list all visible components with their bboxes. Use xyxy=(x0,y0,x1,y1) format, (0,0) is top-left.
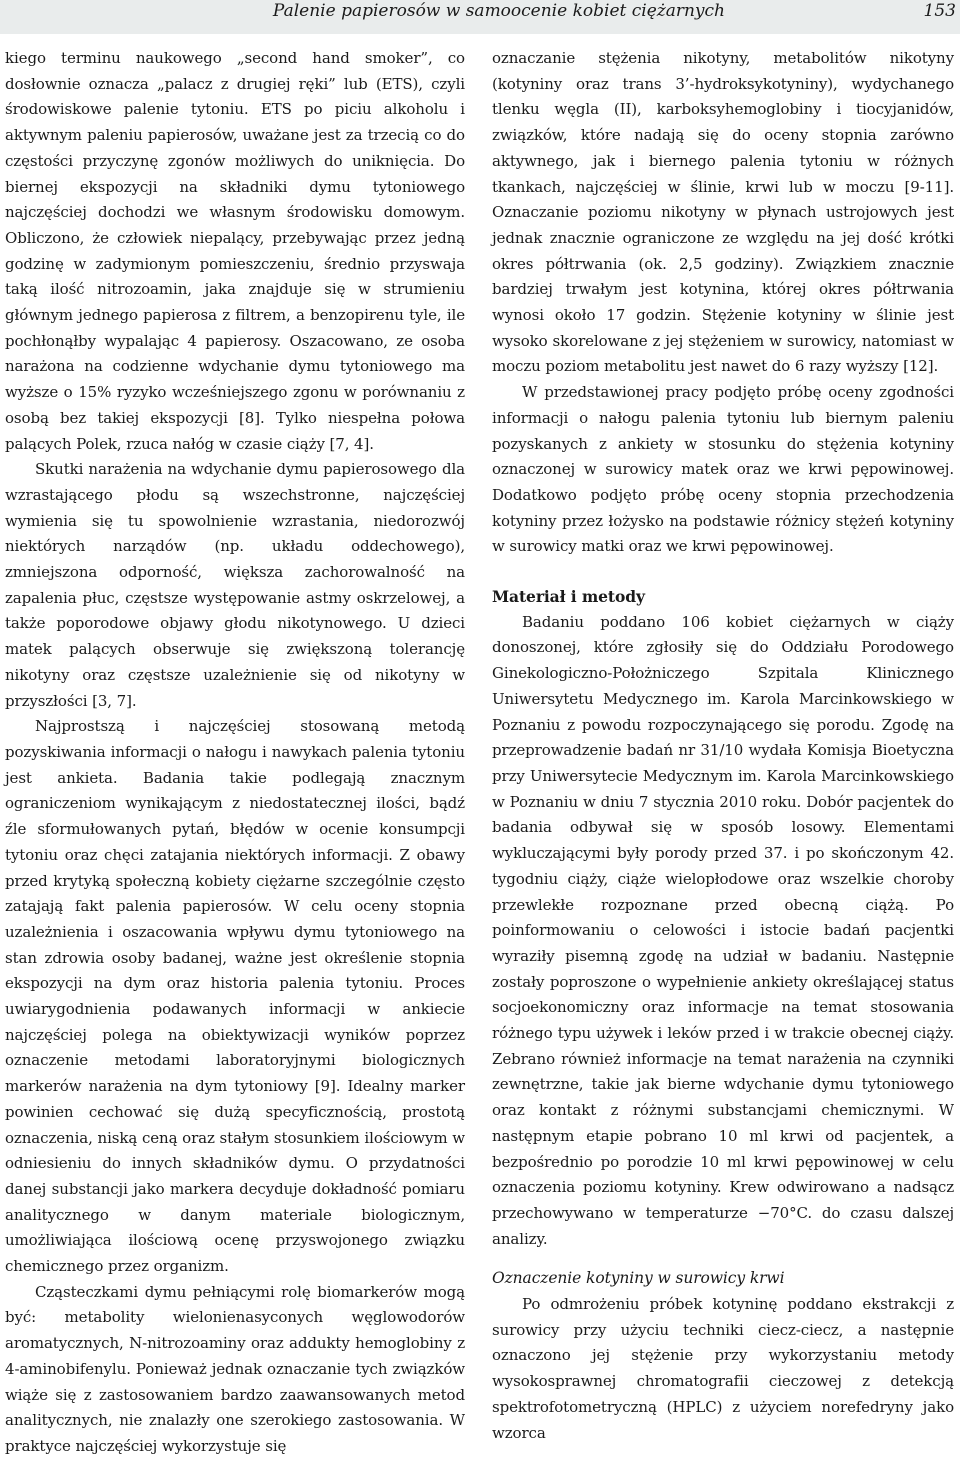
running-title: Palenie papierosów w samoocenie kobiet ciężarnych xyxy=(272,1,725,21)
section-spacer xyxy=(492,560,954,584)
paragraph: Skutki narażenia na wdychanie dymu papierosowego dla wzrastającego płodu są wszechstronne, najczęściej wymienia się tu spowolnienie wzrastania, niedorozwój niektórych narządów (np. układu oddechowego), zmniejszona odporność, większa zachorowalność na zapalenia płuc, częstsze występowanie astmy oskrzelowej, a także poporodowe objawy głodu nikotynowego. U dzieci matek palących obserwuje się zwiększoną tolerancję nikotyny oraz częstsze uzależnienie się od nikotyny w przyszłości [3, 7]. xyxy=(5,460,465,710)
page-number: 153 xyxy=(923,1,956,21)
paragraph: W przedstawionej pracy podjęto próbę oceny zgodności informacji o nałogu palenia tytoniu lub biernym paleniu pozyskanych z ankiety w stosunku do stężenia kotyniny oznaczonej w surowicy matek oraz we krwi pępowinowej. Dodatkowo podjęto próbę oceny stopnia przechodzenia kotyniny przez łożysko na podstawie różnicy stężeń kotyniny w surowicy matki oraz we krwi pępowinowej. xyxy=(492,383,954,556)
paragraph: Po odmrożeniu próbek kotyninę poddano ekstrakcji z surowicy przy użyciu techniki ciecz-ciecz, a następnie oznaczono jej stężenie przy wykorzystaniu metody wysokosprawnej chromatografii cieczowej z detekcją spektrofotometryczną (HPLC) z użyciem norefedryny jako wzorca xyxy=(492,1295,954,1442)
paragraph: Cząsteczkami dymu pełniącymi rolę biomarkerów mogą być: metabolity wielonienasyconych węglowodorów aromatycznych, N-nitrozoaminy oraz addukty hemoglobiny z 4-aminobifenylu. Ponieważ jednak oznaczanie tych związków wiąże się z zastosowaniem bardzo zaawansowanych metod analitycznych, nie znalazły one szerokiego zastosowania. W praktyce najczęściej wykorzystuje się xyxy=(5,1282,465,1455)
paragraph: Badaniu poddano 106 kobiet ciężarnych w ciąży donoszonej, które zgłosiły się do Oddziału Porodowego Ginekologiczno-Położniczego Szpitala Klinicznego Uniwersytetu Medycznego im. Karola Marcinkowskiego w Poznaniu z powodu rozpoczynającego się porodu. Zgodę na przeprowadzenie badań nr 31/10 wydała Komisja Bioetyczna przy Uniwersytecie Medycznym im. Karola Marcinkowskiego w Poznaniu w dniu 7 stycznia 2010 roku. Dobór pacjentek do badania odbywał się w sposób losowy. Elementami wykluczającymi były porody przed 37. i po skończonym 42. tygodniu ciąży, ciąże wielopłodowe oraz wszelkie choroby przewlekłe rozpoznane przed obecną ciążą. Po poinformowaniu o celowości i istocie badań pacjentki wyraziły pisemną zgodę na udział w badaniu. Następnie zostały poproszone o wypełnienie ankiety określającej status socjoekonomiczny oraz informacje na temat stosowania różnego typu używek i leków przed i w trakcie obecnej ciąży. Zebrano również informacje na temat narażenia na czynniki zewnętrzne, takie jak bierne wdychanie dymu tytoniowego oraz kontakt z różnymi substancjami chemicznymi. W następnym etapie pobrano 10 ml krwi od pacjentek, a bezpośrednio po porodzie 10 ml krwi pępowinowej w celu oznaczenia poziomu kotyniny. Krew odwirowano a nadsącz przechowywano w temperaturze −70°C. do czasu dalszej analizy. xyxy=(492,612,954,1248)
running-header xyxy=(0,0,960,34)
right-column xyxy=(492,46,954,1446)
section-heading: Materiał i metody xyxy=(492,587,645,607)
paragraph: kiego terminu naukowego „second hand smoker”, co dosłownie oznacza „palacz z drugiej ręki” lub (ETS), czyli środowiskowe palenie tytoniu. ETS po piciu alkoholu i aktywnym paleniu papierosów, uważane jest za trzecią co do częstości przyczynę zgonów możliwych do uniknięcia. Do biernej ekspozycji na składniki dymu tytoniowego najczęściej dochodzi we własnym środowisku domowym. Obliczono, że człowiek niepalący, przebywając przez jedną godzinę w zadymionym pomieszczeniu, średnio przyswaja taką ilość nitrozoamin, jaka znajduje się w strumieniu głównym jednego papierosa z filtrem, a benzopirenu tyle, ile pochłonąłby wypalając 4 papierosy. Oszacowano, ze osoba narażona na codzienne wdychanie dymu tytoniowego ma wyższe o 15% ryzyko wcześniejszego zgonu w porównaniu z osobą bez takiej ekspozycji [8]. Tylko niespełna połowa palących Polek, rzuca nałóg w czasie ciąży [7, 4]. xyxy=(5,49,465,453)
paragraph: oznaczanie stężenia nikotyny, metabolitów nikotyny (kotyniny oraz trans 3’-hydroksykotyniny), wydychanego tlenku węgla (II), karboksyhemoglobiny i tiocyjanidów, związków, które nadają się do oceny stopnia zarówno aktywnego, jak i biernego palenia tytoniu w różnych tkankach, najczęściej w ślinie, krwi lub w moczu [9-11]. Oznaczanie poziomu nikotyny w płynach ustrojowych jest jednak znacznie ograniczone ze względu na jej dość krótki okres półtrwania (ok. 2,5 godziny). Związkiem znacznie bardziej trwałym jest kotynina, której okres półtrwania wynosi około 17 godzin. Stężenie kotyniny w ślinie jest wysoko skorelowane z jej stężeniem w surowicy, natomiast w moczu poziom metabolitu jest nawet do 6 razy wyższy [12]. xyxy=(492,49,954,376)
subsection-heading: Oznaczenie kotyniny w surowicy krwi xyxy=(492,1269,785,1288)
paragraph: Najprostszą i najczęściej stosowaną metodą pozyskiwania informacji o nałogu i nawykach palenia tytoniu jest ankieta. Badania takie podlegają znacznym ograniczeniom wynikającym z niedostatecznej ilości, bądź źle sformułowanych pytań, błędów w ocenie konsumpcji tytoniu oraz chęci zatajania niektórych informacji. Z obawy przed krytyką społeczną kobiety ciężarne szczególnie często zatajają fakt palenia papierosów. W celu oceny stopnia uzależnienia i oszacowania wpływu dymu tytoniowego na stan zdrowia osoby badanej, ważne jest określenie stopnia ekspozycji na dym oraz historia palenia tytoniu. Proces uwiarygodnienia podawanych informacji w ankiecie najczęściej polega na obiektywizacji wyników poprzez oznaczenie metodami laboratoryjnymi biologicznych markerów narażenia na dym tytoniowy [9]. Idealny marker powinien cechować się dużą specyficznością, prostotą oznaczenia, niską ceną oraz stałym stosunkiem ilościowym w odniesieniu do innych składników dymu. O przydatności danej substancji jako markera decyduje dokładność pomiaru analitycznego w danym materiale biologicznym, umożliwiająca ilościową ocenę przyswojonego związku chemicznego przez organizm. xyxy=(5,717,465,1276)
subsection-spacer xyxy=(492,1252,954,1266)
left-column xyxy=(5,46,465,1460)
